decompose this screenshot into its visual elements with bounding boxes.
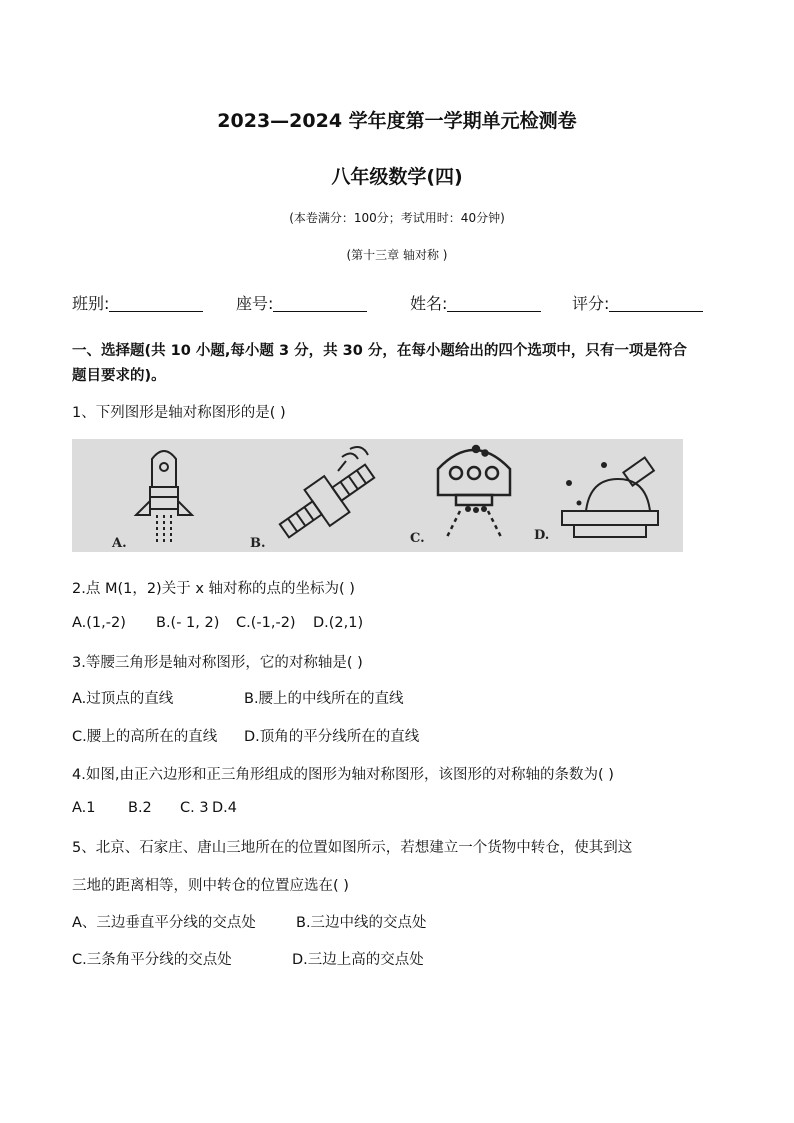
section-heading-line2: 题目要求的)。 — [72, 368, 166, 384]
name-field[interactable] — [410, 291, 541, 314]
exam-subtitle: 八年级数学(四) — [331, 166, 463, 188]
q4-option-c[interactable]: C. 3 — [180, 800, 209, 816]
score-field[interactable] — [572, 291, 703, 314]
q3-stem: 3.等腰三角形是轴对称图形，它的对称轴是( ) — [72, 655, 363, 671]
q5-option-c[interactable]: C.三条角平分线的交点处 — [72, 952, 232, 968]
chapter-label: (第十三章 轴对称 ) — [346, 248, 448, 262]
q2-option-c[interactable]: C.(-1,-2) — [236, 615, 296, 631]
class-blank[interactable] — [109, 295, 203, 312]
q2-option-d[interactable]: D.(2,1) — [313, 615, 364, 631]
q1-stem: 1、下列图形是轴对称图形的是( ) — [72, 405, 286, 421]
exam-note: (本卷满分：100分；考试用时：40分钟) — [289, 211, 505, 225]
q5-option-a[interactable]: A、三边垂直平分线的交点处 — [72, 915, 256, 931]
seat-field[interactable] — [236, 291, 367, 314]
q2-option-b[interactable]: B.(- 1, 2) — [156, 615, 220, 631]
exam-title: 2023—2024 学年度第一学期单元检测卷 — [217, 110, 577, 132]
q5-option-b[interactable]: B.三边中线的交点处 — [296, 915, 427, 931]
figure-label-d: D. — [534, 528, 550, 543]
q4-stem: 4.如图,由正六边形和正三角形组成的图形为轴对称图形，该图形的对称轴的条数为( ) — [72, 767, 614, 783]
q2-option-a[interactable]: A.(1,-2) — [72, 615, 126, 631]
q5-stem-line1: 5、北京、石家庄、唐山三地所在的位置如图所示，若想建立一个货物中转仓，使其到这 — [72, 840, 633, 856]
figure-label-a: A. — [112, 536, 127, 551]
class-label: 班别: — [72, 294, 110, 313]
score-blank[interactable] — [609, 295, 703, 312]
q3-option-b[interactable]: B.腰上的中线所在的直线 — [244, 691, 404, 707]
score-label: 评分: — [572, 294, 610, 313]
q2-stem: 2.点 M(1，2)关于 x 轴对称的点的坐标为( ) — [72, 581, 355, 597]
q5-option-d[interactable]: D.三边上高的交点处 — [292, 952, 424, 968]
q4-option-a[interactable]: A.1 — [72, 800, 96, 816]
section-heading-line1: 一、选择题(共 10 小题,每小题 3 分，共 30 分，在每小题给出的四个选项中，只有一项是符合 — [72, 343, 687, 359]
q3-option-c[interactable]: C.腰上的高所在的直线 — [72, 729, 218, 745]
q1-figure-strip — [72, 439, 683, 552]
figure-label-c: C. — [410, 531, 425, 546]
name-blank[interactable] — [447, 295, 541, 312]
figure-label-b: B. — [250, 536, 266, 551]
q4-option-d[interactable]: D.4 — [212, 800, 237, 816]
q5-stem-line2: 三地的距离相等，则中转仓的位置应选在( ) — [72, 878, 349, 894]
seat-label: 座号: — [236, 294, 274, 313]
q4-option-b[interactable]: B.2 — [128, 800, 152, 816]
class-field[interactable] — [72, 291, 203, 314]
seat-blank[interactable] — [273, 295, 367, 312]
name-label: 姓名: — [410, 294, 448, 313]
q3-option-d[interactable]: D.顶角的平分线所在的直线 — [244, 729, 420, 745]
q3-option-a[interactable]: A.过顶点的直线 — [72, 691, 174, 707]
